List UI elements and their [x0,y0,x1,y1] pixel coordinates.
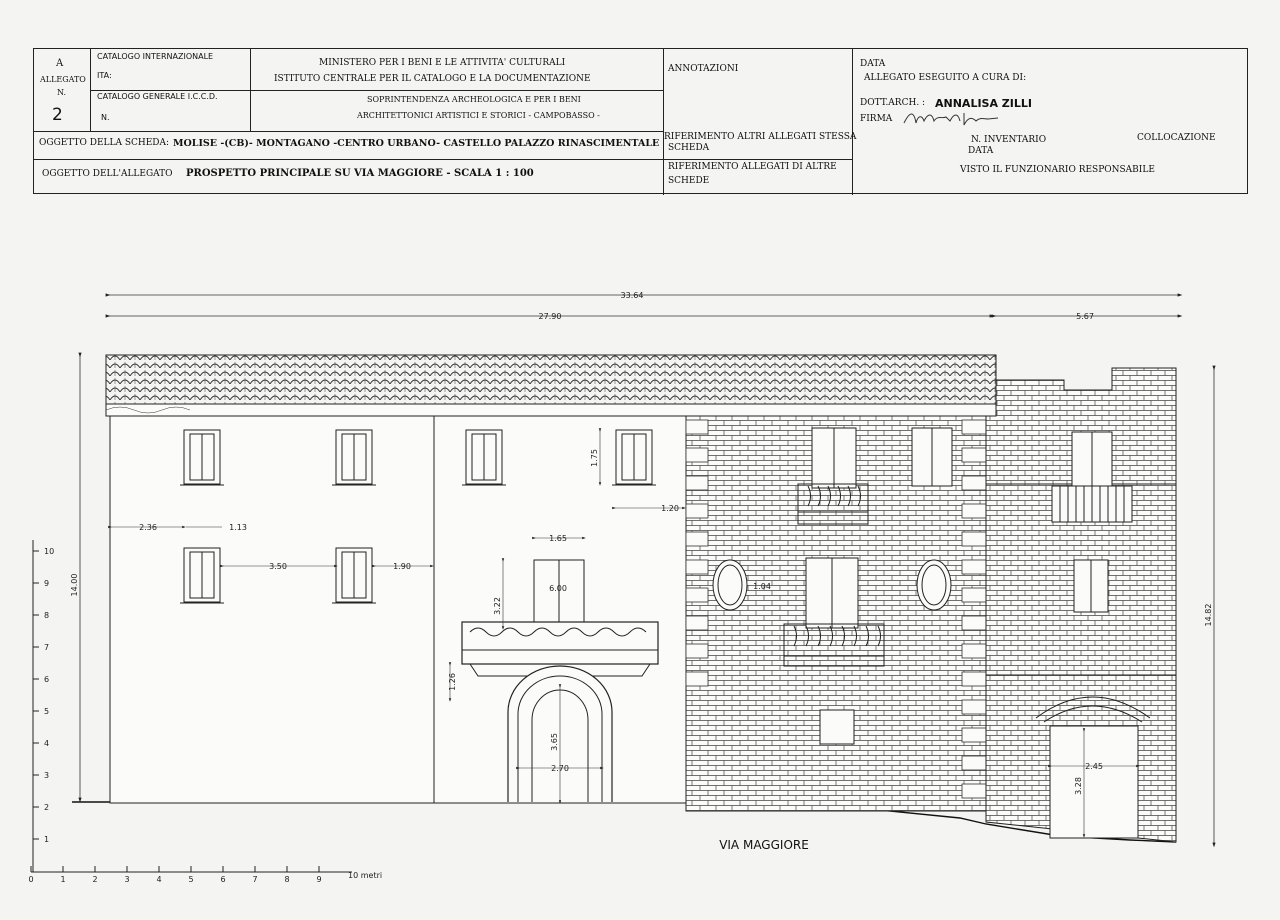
dim-plinth-height: 1.26 [448,673,457,691]
dim-right-door-width: 2.45 [1085,762,1103,771]
dimension-height-left [70,355,80,800]
oggetto-scheda-label: OGGETTO DELLA SCHEDA: [39,138,170,148]
ita-label: ITA: [97,71,112,80]
rif-stessa-2: SCHEDA [668,143,710,153]
plaster-wing-left [110,416,434,803]
oggetto-allegato-value: PROSPETTO PRINCIPALE SU VIA MAGGIORE - SCALA 1 : 100 [186,168,534,179]
dim-oval-width: 1.04 [753,582,771,591]
scale-tick-label: 3 [124,875,130,884]
street-label: VIA MAGGIORE [719,838,809,852]
eseguito-label: ALLEGATO ESEGUITO A CURA DI: [864,73,1027,83]
allegato-number: 2 [52,105,63,125]
scale-tick-label: 7 [44,643,50,652]
rif-altre-2: SCHEDE [668,176,710,186]
scale-tick-label: 3 [44,771,50,780]
soprintendenza: SOPRINTENDENZA ARCHEOLOGICA E PER I BENI [367,95,581,104]
allegato-letter: A [56,58,64,69]
horizontal-scale [28,866,382,884]
dim-door-panel: 6.00 [549,584,567,593]
dim-window-gap: 1.20 [661,504,679,513]
scale-tick-label: 1 [44,835,50,844]
collocazione: COLLOCAZIONE [1137,133,1216,143]
scale-tick-label: 4 [156,875,162,884]
dim-offset-left: 2.36 [139,523,157,532]
dim-right-door-height: 3.28 [1074,777,1083,795]
istituto: ISTITUTO CENTRALE PER IL CATALOGO E LA DOCUMENTAZIONE [274,74,591,84]
dimension-height-right [1204,368,1214,845]
roof [106,355,996,416]
dim-balcony-door-height: 3.22 [493,597,502,615]
dim-arch-width: 2.70 [551,764,569,773]
scale-tick-label: 2 [92,875,98,884]
scale-tick-label: 5 [44,707,50,716]
rif-altre: RIFERIMENTO ALLEGATI DI ALTRE [668,162,837,172]
ministero: MINISTERO PER I BENI E LE ATTIVITA' CULTURALI [319,58,566,68]
dim-right-label: 5.67 [1076,312,1094,321]
oggetto-scheda-value: MOLISE -(CB)- MONTAGANO -CENTRO URBANO- CASTELLO PALAZZO RINASCIMENTALE [173,138,660,149]
scale-tick-label: 9 [316,875,322,884]
scale-tick-label: 5 [188,875,194,884]
architettonici: ARCHITETTONICI ARTISTICI E STORICI - CAMPOBASSO - [357,111,600,120]
dim-spacing: 3.50 [269,562,287,571]
dim-height-right: 14.82 [1204,603,1213,627]
catalogo-internazionale: CATALOGO INTERNAZIONALE [97,52,214,61]
annotazioni: ANNOTAZIONI [668,64,739,74]
scale-tick-label: 9 [44,579,50,588]
scale-tick-label: 1 [60,875,66,884]
scale-tick-label: 4 [44,739,50,748]
data-label-2: DATA [968,146,994,156]
scale-tick-label: 7 [252,875,258,884]
dimension-total [108,291,1180,300]
scale-tick-label: 6 [44,675,50,684]
scale-unit-label: 10 metri [348,871,383,880]
dim-window-height: 1.75 [590,449,599,467]
n-label: N. [101,113,110,122]
vertical-scale [33,540,54,872]
dim-height-left: 14.00 [70,573,79,597]
scale-tick-label: 8 [44,611,50,620]
dim-offset-right: 1.90 [393,562,411,571]
rif-stessa: RIFERIMENTO ALTRI ALLEGATI STESSA [664,132,857,142]
visto-funzionario: VISTO IL FUNZIONARIO RESPONSABILE [960,165,1155,175]
scale-tick-label: 2 [44,803,50,812]
dott-label: DOTT.ARCH. : [860,98,926,108]
oggetto-allegato-label: OGGETTO DELL'ALLEGATO [42,169,173,179]
data-label: DATA [860,59,886,69]
dim-balcony-door-width: 1.65 [549,534,567,543]
author-name: ANNALISA ZILLI [935,97,1032,110]
dimension-right [994,312,1180,321]
dim-arch-height: 3.65 [550,733,559,751]
firma-label: FIRMA [860,114,893,124]
dimension-left [108,312,992,321]
scale-tick-label: 8 [284,875,290,884]
scale-tick-label: 6 [220,875,226,884]
allegato-n-label: N. [57,88,67,97]
dim-left-label: 27.90 [538,312,562,321]
n-inventario: N. INVENTARIO [971,135,1047,145]
dim-window-width: 1.13 [229,523,247,532]
scale-tick-label: 10 [44,547,55,556]
scale-tick-label: 0 [28,875,34,884]
dim-total-label: 33.64 [620,291,644,300]
catalogo-generale: CATALOGO GENERALE I.C.C.D. [97,92,218,101]
allegato-label: ALLEGATO [40,75,86,84]
